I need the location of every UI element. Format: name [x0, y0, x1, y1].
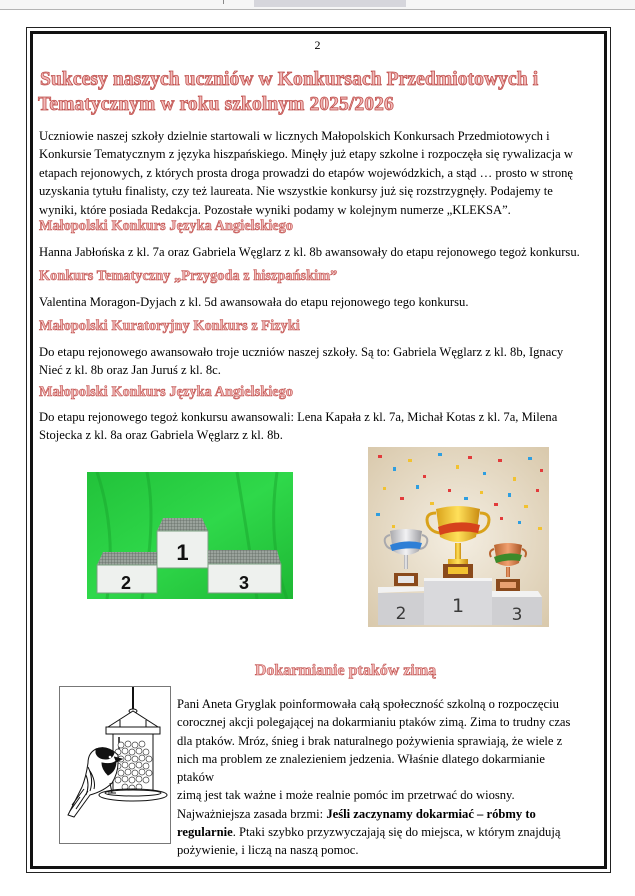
contest-result [39, 243, 599, 261]
contest-result [39, 343, 599, 380]
podium-label-2: 2 [120, 573, 132, 593]
article-line: dla ptaków. Mróz, śnieg i brak naturalnego pożywienia sprawiają, że wiele z [177, 733, 563, 748]
contest-result [39, 293, 599, 311]
article-line [177, 805, 572, 823]
podium-top-1 [157, 518, 208, 531]
horizontal-scrollbar-thumb[interactable] [254, 0, 406, 7]
headline-line-2: Tematycznym w roku szkolnym 2025/2026 [38, 94, 394, 115]
contest-title: Małopolski Konkurs Języka Angielskiego [39, 218, 294, 234]
intro-paragraph [39, 127, 599, 219]
intro-line: Konkursie Tematycznym z języka hiszpańskiego. Minęły już etapy szkolne i rozpoczęła się rywalizacja w [39, 147, 573, 162]
rule-bold: Jeśli zaczynamy dokarmiać – róbmy to [326, 806, 536, 821]
contest-result-line: Stojecka z kl. 8a oraz Gabriela Węglarz z kl. 8b. [39, 428, 283, 443]
contest-result-line: Do etapu rejonowego awansowało troje uczniów naszej szkoły. Są to: Gabriela Węglarz z kl. 8b, Ignacy [39, 345, 564, 359]
article-line: Pani Aneta Gryglak poinformowała całą społeczność szkolną o rozpoczęciu [177, 697, 559, 711]
page-number: 2 [314, 38, 321, 52]
podium-label-3: 3 [238, 573, 250, 593]
podium-photo [87, 472, 293, 599]
article-line: corocznej akcji polegającej na dokarmianiu ptaków zimą. Zima to trudny czas [177, 715, 571, 730]
contest-title: Małopolski Konkurs Języka Angielskiego [39, 384, 294, 400]
viewer-toolbar [0, 0, 635, 10]
contest-title: Konkurs Tematyczny „Przygoda z hiszpańskim” [39, 268, 338, 284]
contest-result-line: Hanna Jabłońska z kl. 7a oraz Gabriela Węglarz z kl. 8b awansowały do etapu rejonowego tegoż konkursu. [39, 245, 580, 259]
bird-feeder-illustration [59, 686, 171, 844]
contest-result-line: Do etapu rejonowego tegoż konkursu awansowali: Lena Kapała z kl. 7a, Michał Kotas z kl. 7a, Milena [39, 410, 558, 424]
intro-line: Uczniowie naszej szkoły dzielnie startowali w licznych Małopolskich Konkursach Przedmiotowych i [39, 129, 550, 143]
intro-line: uzyskania tytułu finalisty, czy też laureata. Nie wszystkie konkursy już się rozstrzygnęły. Podajemy te [39, 184, 553, 199]
rule-prefix: Najważniejsza zasada brzmi: [177, 806, 327, 821]
article-line: nich ma problem ze znalezieniem jedzenia. Właśnie dlatego dokarmianie ptaków [177, 751, 545, 785]
toolbar-divider [223, 0, 224, 4]
rule-suffix: . Ptaki szybko przyzwyczajają się do miejsca, w którym znajdują [232, 825, 561, 840]
article-line: zimą jest tak ważne i może realnie pomóc im przetrwać do wiosny. [177, 788, 515, 803]
contest-result-line: Nieć z kl. 8b oraz Jan Juruś z kl. 8c. [39, 363, 221, 378]
intro-line: etapach rejonowych, z których prosta droga prowadzi do etapów wojewódzkich, a stąd … prosto w stronę [39, 165, 574, 180]
trophy-podium-label-3: 3 [511, 605, 523, 625]
article-line: pożywienie, i liczą na naszą pomoc. [177, 843, 359, 858]
article-line [177, 823, 572, 841]
bird-feeding-article [177, 695, 572, 860]
bird-feeding-heading: Dokarmianie ptaków zimą [254, 662, 437, 679]
rule-bold-end: regularnie [177, 825, 233, 840]
intro-line: wyniki, które posiada Redakcja. Pozostałe wyniki podamy w kolejnym numerze „KLEKSA”. [39, 202, 511, 217]
trophies-illustration [368, 447, 549, 627]
headline-line-1: Sukcesy naszych uczniów w Konkursach Przedmiotowych i [40, 69, 539, 90]
contest-result-line: Valentina Moragon-Dyjach z kl. 5d awansowała do etapu rejonowego tego konkursu. [39, 295, 469, 309]
podium-label-1: 1 [176, 540, 189, 565]
trophy-podium-label-1: 1 [451, 595, 465, 617]
podium-top-2 [97, 552, 157, 565]
trophy-podium-label-2: 2 [395, 604, 407, 624]
podium-top-3 [208, 550, 281, 564]
article-headline [38, 67, 598, 117]
contest-title: Małopolski Kuratoryjny Konkurs z Fizyki [39, 318, 300, 334]
contest-result [39, 408, 599, 445]
